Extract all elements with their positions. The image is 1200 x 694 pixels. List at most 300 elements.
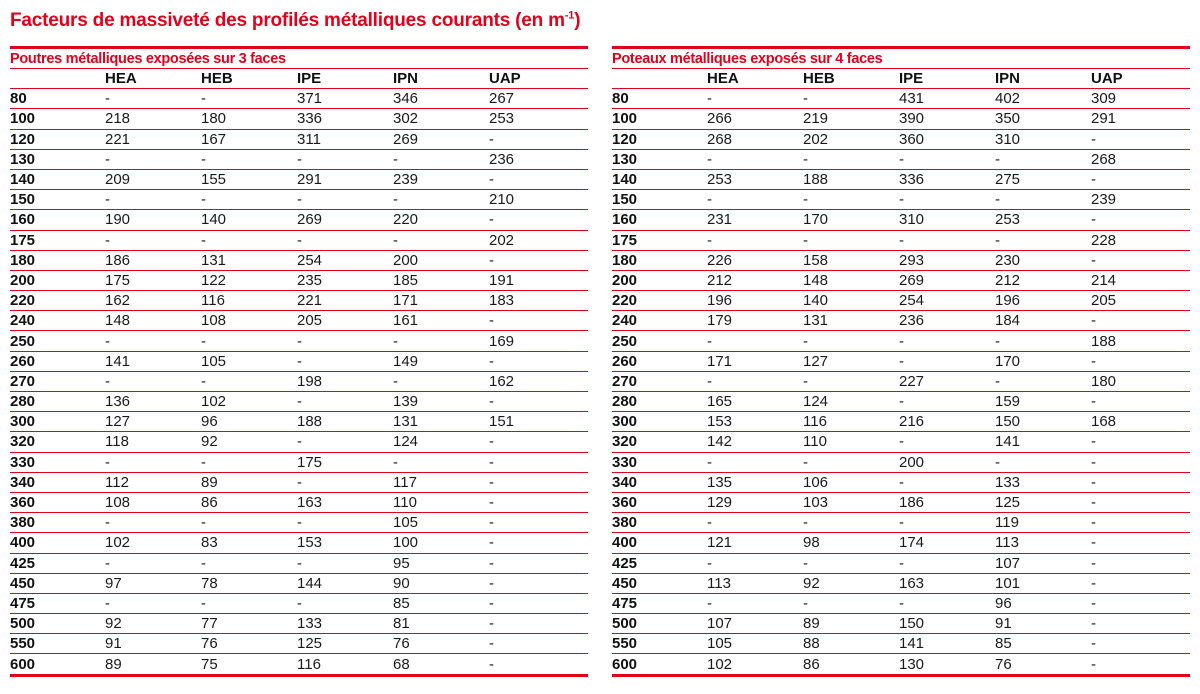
columns-table	[612, 69, 1190, 677]
cell-uap: -	[1091, 654, 1190, 675]
cell-heb: 86	[201, 492, 297, 512]
cell-size: 100	[612, 109, 707, 129]
table-row	[10, 533, 588, 553]
table-row	[612, 412, 1190, 432]
cell-ipe: 163	[297, 492, 393, 512]
cell-heb: 170	[803, 210, 899, 230]
cell-size: 400	[10, 533, 105, 553]
cell-hea: 266	[707, 109, 803, 129]
cell-heb: -	[201, 371, 297, 391]
table-row	[612, 129, 1190, 149]
cell-size: 130	[612, 149, 707, 169]
table-row	[612, 109, 1190, 129]
cell-ipn: 141	[995, 432, 1091, 452]
cell-hea: -	[105, 371, 201, 391]
cell-heb: -	[201, 331, 297, 351]
cell-heb: -	[803, 593, 899, 613]
cell-ipe: -	[297, 149, 393, 169]
cell-hea: -	[707, 452, 803, 472]
table-row	[10, 190, 588, 210]
cell-size: 220	[612, 291, 707, 311]
cell-ipe: 254	[297, 250, 393, 270]
cell-heb: 155	[201, 169, 297, 189]
cell-size: 500	[612, 614, 707, 634]
cell-size: 340	[612, 472, 707, 492]
cell-heb: 75	[201, 654, 297, 675]
cell-size: 360	[10, 492, 105, 512]
cell-heb: 92	[803, 573, 899, 593]
cell-hea: 148	[105, 311, 201, 331]
cell-hea: 141	[105, 351, 201, 371]
cell-hea: 108	[105, 492, 201, 512]
cell-heb: 83	[201, 533, 297, 553]
table-row	[612, 230, 1190, 250]
cell-hea: 186	[105, 250, 201, 270]
cell-size: 400	[612, 533, 707, 553]
cell-heb: 116	[803, 412, 899, 432]
cell-size: 130	[10, 149, 105, 169]
cell-hea: 226	[707, 250, 803, 270]
column-header-uap: UAP	[1091, 69, 1190, 89]
cell-ipe: -	[297, 190, 393, 210]
cell-heb: -	[803, 553, 899, 573]
cell-heb: -	[803, 230, 899, 250]
table-row	[10, 614, 588, 634]
cell-hea: 179	[707, 311, 803, 331]
cell-hea: 153	[707, 412, 803, 432]
cell-ipn: 239	[393, 169, 489, 189]
page-title-text: Facteurs de massiveté des profilés métalliques courants (en m	[10, 10, 565, 31]
cell-hea: -	[105, 230, 201, 250]
cell-heb: 110	[803, 432, 899, 452]
cell-heb: 98	[803, 533, 899, 553]
cell-ipe: -	[899, 432, 995, 452]
cell-uap: -	[1091, 492, 1190, 512]
cell-uap: -	[1091, 250, 1190, 270]
cell-heb: -	[201, 513, 297, 533]
cell-size: 240	[612, 311, 707, 331]
cell-size: 250	[612, 331, 707, 351]
table-row	[10, 109, 588, 129]
cell-ipn: 117	[393, 472, 489, 492]
cell-size: 260	[612, 351, 707, 371]
cell-uap: -	[1091, 392, 1190, 412]
cell-hea: 129	[707, 492, 803, 512]
cell-ipe: 125	[297, 634, 393, 654]
cell-uap: 180	[1091, 371, 1190, 391]
cell-uap: -	[489, 210, 588, 230]
cell-uap: -	[1091, 452, 1190, 472]
cell-ipn: 159	[995, 392, 1091, 412]
cell-hea: 212	[707, 270, 803, 290]
cell-uap: 253	[489, 109, 588, 129]
cell-hea: 107	[707, 614, 803, 634]
column-header-ipe: IPE	[297, 69, 393, 89]
cell-ipe: -	[899, 513, 995, 533]
cell-ipn: 196	[995, 291, 1091, 311]
cell-hea: 221	[105, 129, 201, 149]
cell-ipn: 125	[995, 492, 1091, 512]
table-row	[612, 432, 1190, 452]
panel-title: Poteaux métalliques exposés sur 4 faces	[612, 49, 1190, 69]
cell-ipe: 150	[899, 614, 995, 634]
cell-hea: 162	[105, 291, 201, 311]
cell-heb: 140	[201, 210, 297, 230]
cell-heb: 92	[201, 432, 297, 452]
cell-uap: -	[489, 250, 588, 270]
cell-uap: -	[1091, 351, 1190, 371]
cell-uap: -	[489, 392, 588, 412]
cell-ipn: 119	[995, 513, 1091, 533]
cell-heb: 116	[201, 291, 297, 311]
table-row	[612, 593, 1190, 613]
column-header-hea: HEA	[707, 69, 803, 89]
cell-uap: -	[1091, 634, 1190, 654]
cell-size: 600	[10, 654, 105, 675]
cell-ipn: 350	[995, 109, 1091, 129]
cell-uap: -	[489, 593, 588, 613]
cell-ipe: 174	[899, 533, 995, 553]
cell-hea: 231	[707, 210, 803, 230]
cell-uap: -	[489, 553, 588, 573]
table-row	[10, 230, 588, 250]
cell-hea: 171	[707, 351, 803, 371]
cell-ipe: 336	[297, 109, 393, 129]
cell-ipe: 291	[297, 169, 393, 189]
cell-ipn: -	[995, 452, 1091, 472]
cell-ipn: 253	[995, 210, 1091, 230]
cell-ipn: 275	[995, 169, 1091, 189]
cell-uap: -	[1091, 553, 1190, 573]
cell-heb: 89	[201, 472, 297, 492]
cell-uap: -	[1091, 593, 1190, 613]
cell-hea: 165	[707, 392, 803, 412]
table-row	[10, 634, 588, 654]
cell-heb: 124	[803, 392, 899, 412]
cell-hea: 112	[105, 472, 201, 492]
cell-ipe: -	[899, 392, 995, 412]
cell-ipn: 85	[393, 593, 489, 613]
cell-ipe: 390	[899, 109, 995, 129]
cell-uap: -	[489, 351, 588, 371]
cell-hea: 102	[707, 654, 803, 675]
cell-ipn: 310	[995, 129, 1091, 149]
cell-uap: -	[1091, 311, 1190, 331]
cell-ipn: 76	[393, 634, 489, 654]
cell-uap: 188	[1091, 331, 1190, 351]
table-row	[10, 452, 588, 472]
cell-ipn: 230	[995, 250, 1091, 270]
cell-heb: -	[803, 89, 899, 109]
cell-ipe: -	[297, 351, 393, 371]
cell-heb: 96	[201, 412, 297, 432]
column-header-heb: HEB	[803, 69, 899, 89]
cell-uap: -	[489, 654, 588, 675]
cell-heb: -	[201, 553, 297, 573]
cell-size: 200	[612, 270, 707, 290]
cell-heb: 158	[803, 250, 899, 270]
cell-ipn: -	[393, 371, 489, 391]
cell-heb: 127	[803, 351, 899, 371]
cell-ipe: -	[899, 149, 995, 169]
cell-ipn: -	[393, 230, 489, 250]
cell-ipe: -	[899, 593, 995, 613]
cell-size: 280	[10, 392, 105, 412]
cell-size: 100	[10, 109, 105, 129]
cell-ipe: 153	[297, 533, 393, 553]
cell-heb: -	[803, 452, 899, 472]
cell-size: 600	[612, 654, 707, 675]
cell-hea: -	[707, 513, 803, 533]
columns-table-body	[612, 89, 1190, 675]
cell-hea: 209	[105, 169, 201, 189]
cell-ipe: -	[899, 190, 995, 210]
cell-hea: 113	[707, 573, 803, 593]
cell-size: 425	[10, 553, 105, 573]
cell-uap: 191	[489, 270, 588, 290]
cell-ipn: -	[393, 190, 489, 210]
table-row	[10, 593, 588, 613]
cell-ipe: 360	[899, 129, 995, 149]
cell-size: 220	[10, 291, 105, 311]
cell-uap: -	[489, 129, 588, 149]
cell-ipn: 81	[393, 614, 489, 634]
beams-table	[10, 69, 588, 677]
cell-ipn: 171	[393, 291, 489, 311]
cell-size: 330	[612, 452, 707, 472]
table-row	[612, 472, 1190, 492]
table-row	[10, 412, 588, 432]
cell-ipe: -	[297, 331, 393, 351]
table-row	[10, 492, 588, 512]
cell-heb: -	[803, 149, 899, 169]
cell-ipe: 235	[297, 270, 393, 290]
cell-uap: 169	[489, 331, 588, 351]
cell-ipe: -	[297, 513, 393, 533]
cell-ipn: 269	[393, 129, 489, 149]
cell-uap: -	[1091, 432, 1190, 452]
cell-ipe: 431	[899, 89, 995, 109]
cell-hea: 127	[105, 412, 201, 432]
cell-ipe: 227	[899, 371, 995, 391]
cell-heb: -	[201, 89, 297, 109]
cell-uap: -	[489, 311, 588, 331]
table-row	[10, 331, 588, 351]
cell-ipn: 346	[393, 89, 489, 109]
cell-ipe: 163	[899, 573, 995, 593]
cell-ipn: 200	[393, 250, 489, 270]
cell-uap: 291	[1091, 109, 1190, 129]
cell-ipe: 310	[899, 210, 995, 230]
cell-size: 500	[10, 614, 105, 634]
cell-size: 240	[10, 311, 105, 331]
cell-hea: 218	[105, 109, 201, 129]
cell-ipn: 161	[393, 311, 489, 331]
cell-heb: -	[803, 371, 899, 391]
cell-ipe: -	[297, 472, 393, 492]
table-header-row	[612, 69, 1190, 89]
cell-uap: -	[489, 432, 588, 452]
cell-ipn: 185	[393, 270, 489, 290]
cell-ipe: 133	[297, 614, 393, 634]
cell-hea: -	[105, 513, 201, 533]
cell-uap: 205	[1091, 291, 1190, 311]
cell-uap: 228	[1091, 230, 1190, 250]
cell-heb: -	[201, 452, 297, 472]
cell-uap: -	[1091, 169, 1190, 189]
cell-uap: 214	[1091, 270, 1190, 290]
cell-hea: -	[105, 89, 201, 109]
table-row	[10, 553, 588, 573]
cell-size: 450	[10, 573, 105, 593]
cell-ipn: 149	[393, 351, 489, 371]
table-row	[612, 169, 1190, 189]
beams-table-body	[10, 89, 588, 675]
cell-heb: 76	[201, 634, 297, 654]
cell-uap: 268	[1091, 149, 1190, 169]
cell-uap: 267	[489, 89, 588, 109]
cell-uap: -	[489, 492, 588, 512]
cell-ipe: 254	[899, 291, 995, 311]
cell-ipn: 139	[393, 392, 489, 412]
column-header-hea: HEA	[105, 69, 201, 89]
cell-size: 270	[10, 371, 105, 391]
cell-ipe: -	[297, 392, 393, 412]
cell-ipn: 100	[393, 533, 489, 553]
table-row	[612, 392, 1190, 412]
table-row	[612, 351, 1190, 371]
table-row	[612, 149, 1190, 169]
cell-ipn: -	[995, 230, 1091, 250]
cell-hea: -	[105, 553, 201, 573]
cell-hea: -	[707, 371, 803, 391]
cell-hea: -	[707, 593, 803, 613]
cell-ipn: 101	[995, 573, 1091, 593]
table-row	[10, 89, 588, 109]
panel-title: Poutres métalliques exposées sur 3 faces	[10, 49, 588, 69]
cell-uap: -	[1091, 513, 1190, 533]
cell-hea: 142	[707, 432, 803, 452]
column-header-size	[10, 69, 105, 89]
cell-size: 320	[612, 432, 707, 452]
column-header-heb: HEB	[201, 69, 297, 89]
cell-hea: 91	[105, 634, 201, 654]
cell-heb: 167	[201, 129, 297, 149]
cell-ipn: -	[995, 331, 1091, 351]
cell-size: 160	[10, 210, 105, 230]
cell-heb: 105	[201, 351, 297, 371]
cell-uap: -	[489, 573, 588, 593]
cell-heb: 86	[803, 654, 899, 675]
cell-ipn: 184	[995, 311, 1091, 331]
cell-ipe: 311	[297, 129, 393, 149]
cell-size: 80	[612, 89, 707, 109]
cell-ipe: 269	[899, 270, 995, 290]
table-row	[10, 169, 588, 189]
cell-heb: 122	[201, 270, 297, 290]
table-row	[612, 452, 1190, 472]
cell-hea: -	[105, 593, 201, 613]
cell-ipn: 110	[393, 492, 489, 512]
cell-heb: 140	[803, 291, 899, 311]
cell-hea: -	[707, 331, 803, 351]
cell-uap: -	[1091, 210, 1190, 230]
cell-hea: 268	[707, 129, 803, 149]
cell-size: 180	[612, 250, 707, 270]
cell-hea: 196	[707, 291, 803, 311]
cell-ipe: 293	[899, 250, 995, 270]
cell-ipn: -	[995, 149, 1091, 169]
cell-ipe: 221	[297, 291, 393, 311]
cell-ipn: -	[393, 452, 489, 472]
cell-uap: -	[489, 533, 588, 553]
cell-heb: 78	[201, 573, 297, 593]
cell-size: 175	[10, 230, 105, 250]
cell-ipn: 68	[393, 654, 489, 675]
cell-size: 425	[612, 553, 707, 573]
cell-hea: -	[707, 553, 803, 573]
cell-ipe: -	[899, 230, 995, 250]
table-row	[612, 513, 1190, 533]
cell-uap: -	[1091, 129, 1190, 149]
cell-ipe: -	[899, 553, 995, 573]
cell-heb: -	[201, 230, 297, 250]
cell-heb: -	[201, 593, 297, 613]
cell-uap: -	[1091, 614, 1190, 634]
cell-ipn: 131	[393, 412, 489, 432]
cell-ipn: 113	[995, 533, 1091, 553]
cell-uap: 309	[1091, 89, 1190, 109]
cell-ipn: 124	[393, 432, 489, 452]
cell-hea: 105	[707, 634, 803, 654]
cell-heb: -	[803, 331, 899, 351]
cell-heb: 131	[803, 311, 899, 331]
cell-heb: -	[803, 190, 899, 210]
cell-size: 175	[612, 230, 707, 250]
cell-size: 120	[612, 129, 707, 149]
cell-size: 260	[10, 351, 105, 371]
cell-size: 450	[612, 573, 707, 593]
cell-uap: -	[489, 513, 588, 533]
cell-hea: 102	[105, 533, 201, 553]
table-row	[612, 311, 1190, 331]
cell-hea: 89	[105, 654, 201, 675]
table-row	[10, 210, 588, 230]
cell-hea: -	[707, 190, 803, 210]
table-row	[612, 210, 1190, 230]
cell-ipe: 186	[899, 492, 995, 512]
cell-hea: 175	[105, 270, 201, 290]
page-title-superscript: -1	[564, 9, 575, 22]
cell-hea: -	[105, 190, 201, 210]
cell-heb: 89	[803, 614, 899, 634]
table-row	[612, 371, 1190, 391]
table-header-row	[10, 69, 588, 89]
cell-size: 160	[612, 210, 707, 230]
table-row	[612, 89, 1190, 109]
table-row	[10, 149, 588, 169]
cell-hea: -	[105, 331, 201, 351]
cell-ipn: 220	[393, 210, 489, 230]
table-row	[10, 311, 588, 331]
cell-heb: 77	[201, 614, 297, 634]
cell-size: 300	[10, 412, 105, 432]
page-title	[10, 10, 580, 32]
cell-ipe: 130	[899, 654, 995, 675]
cell-ipe: -	[297, 593, 393, 613]
cell-uap: -	[1091, 533, 1190, 553]
cell-heb: 202	[803, 129, 899, 149]
